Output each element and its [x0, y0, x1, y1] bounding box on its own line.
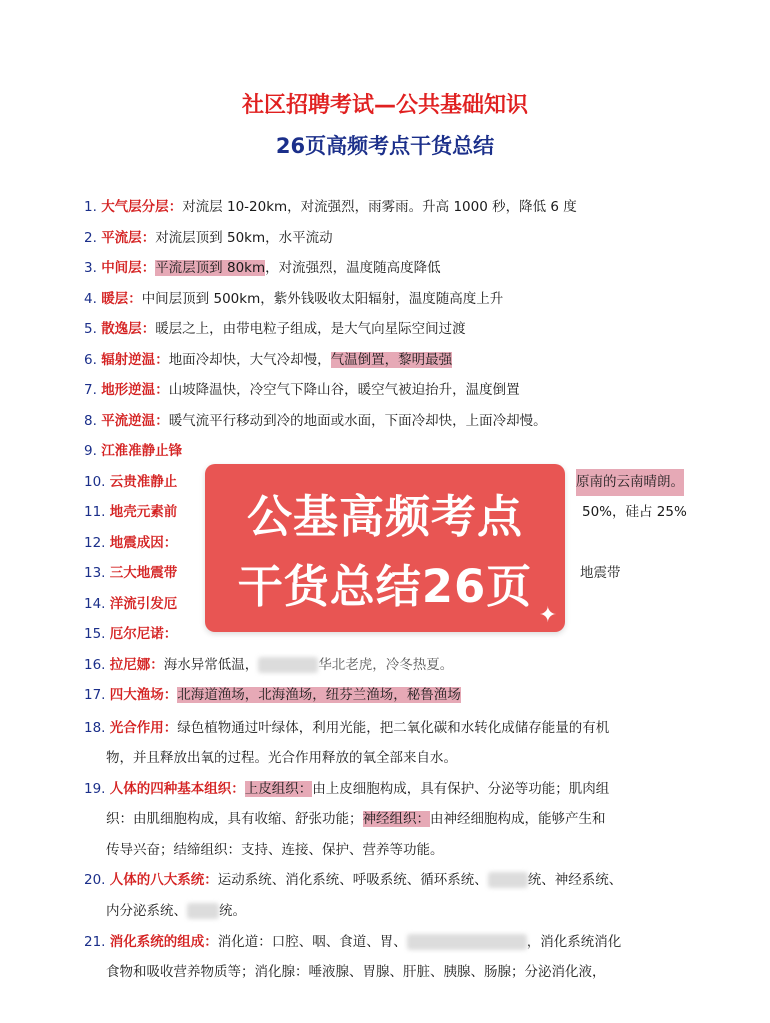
blurred-text — [488, 872, 528, 888]
item-term-sep: ： — [141, 321, 156, 337]
item-term: 四大渔场 — [109, 687, 164, 703]
list-item — [84, 316, 724, 347]
item-term-sep: ： — [163, 719, 178, 736]
list-item — [84, 377, 724, 408]
item-number: 4. — [84, 290, 97, 307]
item-text-line-3: 传导兴奋；结缔组织：支持、连接、保护、营养等功能。 — [106, 841, 444, 858]
highlight-nerve: 神经组织： — [362, 811, 430, 828]
item-text: 对流层 10-20km，对流强烈，雨雾雨。升高 1000 秒，降低 6 度 — [182, 199, 577, 215]
item-term-sep: ： — [163, 626, 178, 642]
sparkle-icon: ✦ — [538, 603, 557, 628]
item-term: 地震成因 — [109, 534, 164, 551]
item-text: 海水异常低温， — [163, 656, 259, 673]
item-highlight: 气温倒置，黎明最强 — [330, 351, 453, 368]
item-term: 散逸层 — [101, 321, 142, 337]
item-term-sep: ： — [204, 933, 218, 950]
item-number: 11. — [84, 504, 106, 520]
item-text-tail: 华北老虎，冷冬热夏。 — [318, 656, 454, 673]
item-term-sep: ： — [128, 290, 142, 307]
item-term: 辐射逆温 — [101, 351, 156, 368]
item-term: 暖层 — [101, 290, 129, 307]
blurred-text — [407, 934, 527, 950]
item-text-line-2b: 由神经细胞构成，能够产生和 — [430, 811, 606, 828]
item-term-sep: ： — [163, 534, 178, 551]
item-right-fragment: 原南的云南晴朗。 — [576, 469, 684, 496]
item-term: 三大地震带 — [109, 565, 178, 581]
item-number: 8. — [84, 412, 97, 429]
item-term: 洋流引发厄 — [109, 595, 178, 612]
item-term-sep: ： — [204, 872, 218, 889]
item-number: 15. — [84, 626, 106, 642]
item-number: 7. — [84, 382, 97, 398]
item-right-fragment: 50%，硅占 25% — [582, 504, 687, 520]
item-text: 山坡降温快，冷空气下降山谷，暖空气被迫抬升，温度倒置 — [168, 382, 520, 398]
highlight-epithelial: 上皮组织： — [244, 780, 313, 797]
item-term: 人体的四种基本组织 — [109, 780, 232, 797]
item-text: 绿色植物通过叶绿体，利用光能，把二氧化碳和水转化成储存能量的有机 — [177, 719, 610, 736]
item-text: 地面冷却快，大气冷却慢， — [168, 351, 331, 368]
item-number: 14. — [84, 595, 106, 612]
item-number: 19. — [84, 780, 106, 797]
item-number: 10. — [84, 473, 106, 490]
item-term: 厄尔尼诺 — [109, 626, 164, 642]
item-right-fragment: 地震带 — [580, 565, 621, 581]
list-item — [84, 347, 724, 378]
list-item — [84, 225, 724, 256]
item-number: 6. — [84, 351, 97, 368]
item-text-line-2: 物，并且释放出氧的过程。光合作用释放的氧全部来自水。 — [106, 750, 457, 767]
item-term: 平流逆温 — [101, 412, 156, 429]
item-text: 暖气流平行移动到冷的地面或水面，下面冷却快，上面冷却慢。 — [168, 412, 547, 429]
item-term: 中间层 — [101, 260, 142, 276]
item-number: 9. — [84, 443, 97, 459]
blurred-text — [258, 657, 318, 673]
item-text: 对流层顶到 50km，水平流动 — [155, 229, 333, 246]
list-item — [84, 652, 724, 683]
item-number: 2. — [84, 229, 97, 246]
item-number: 3. — [84, 260, 97, 276]
item-text: ，对流强烈，温度随高度降低 — [265, 260, 441, 276]
item-text-line-2b: 统。 — [219, 903, 246, 920]
item-term: 平流层 — [101, 229, 142, 246]
item-text: 由上皮细胞构成，具有保护、分泌等功能；肌肉组 — [312, 780, 610, 797]
item-term-sep: ： — [141, 260, 156, 276]
banner-line-2: 干货总结26页 — [237, 560, 533, 613]
item-number: 13. — [84, 565, 106, 581]
item-term-sep: ： — [163, 687, 178, 703]
item-number: 16. — [84, 656, 106, 673]
item-term-sep: ： — [141, 229, 156, 246]
list-item-18 — [84, 713, 724, 774]
item-text-b: ，消化系统消化 — [526, 933, 622, 950]
item-text-line-2a: 内分泌系统、 — [106, 903, 187, 920]
item-number: 18. — [84, 719, 106, 736]
list-item — [84, 682, 724, 713]
item-number: 21. — [84, 933, 106, 950]
item-term: 拉尼娜 — [109, 656, 151, 673]
list-item-21 — [84, 927, 724, 988]
item-text-line-2: 食物和吸收营养物质等；消化腺：唾液腺、胃腺、肝脏、胰腺、肠腺；分泌消化液， — [106, 964, 606, 981]
promo-banner — [205, 464, 565, 632]
item-term: 大气层分层 — [101, 199, 169, 215]
item-number: 12. — [84, 534, 106, 551]
item-highlight: 平流层顶到 80km — [155, 260, 266, 276]
item-term: 地形逆温 — [101, 382, 156, 398]
item-term: 地壳元素前 — [109, 504, 178, 520]
item-term: 云贵准静止 — [109, 473, 178, 490]
item-term: 消化系统的组成 — [109, 933, 205, 950]
item-text: 消化道：口腔、咽、食道、胃、 — [217, 933, 407, 950]
list-item-20 — [84, 865, 724, 926]
item-number: 5. — [84, 321, 97, 337]
item-text: 暖层之上，由带电粒子组成，是大气向星际空间过渡 — [155, 321, 466, 337]
list-item — [84, 194, 724, 225]
item-term: 光合作用 — [109, 719, 164, 736]
item-term: 江淮准静止锋 — [101, 443, 183, 459]
list-item — [84, 408, 724, 439]
item-number: 1. — [84, 199, 97, 215]
page-title: 社区招聘考试—公共基础知识 — [241, 93, 528, 118]
simple-items — [84, 194, 724, 713]
item-term-sep: ： — [155, 412, 169, 429]
item-number: 17. — [84, 687, 106, 703]
blurred-text — [187, 903, 219, 919]
item-term-sep: ： — [168, 199, 183, 215]
item-number: 20. — [84, 872, 106, 889]
item-text: 运动系统、消化系统、呼吸系统、循环系统、 — [217, 872, 488, 889]
item-text: 中间层顶到 500km，紫外钱吸收太阳辐射，温度随高度上升 — [141, 290, 504, 307]
list-item — [84, 255, 724, 286]
item-term: 人体的八大系统 — [109, 872, 205, 889]
list-item — [84, 286, 724, 317]
list-item-19 — [84, 774, 724, 866]
banner-line-1: 公基高频考点 — [246, 490, 523, 543]
item-term-sep: ： — [155, 351, 169, 368]
item-term-sep: ： — [150, 656, 164, 673]
item-text-b: 统、神经系统、 — [527, 872, 623, 889]
page-subtitle: 26页高频考点干货总结 — [275, 134, 495, 158]
item-term-sep: ： — [231, 780, 245, 797]
item-text-line-2a: 织：由肌细胞构成，具有收缩、舒张功能； — [106, 811, 363, 828]
item-highlight: 北海道渔场，北海渔场，纽芬兰渔场，秘鲁渔场 — [177, 687, 461, 703]
item-term-sep: ： — [155, 382, 169, 398]
